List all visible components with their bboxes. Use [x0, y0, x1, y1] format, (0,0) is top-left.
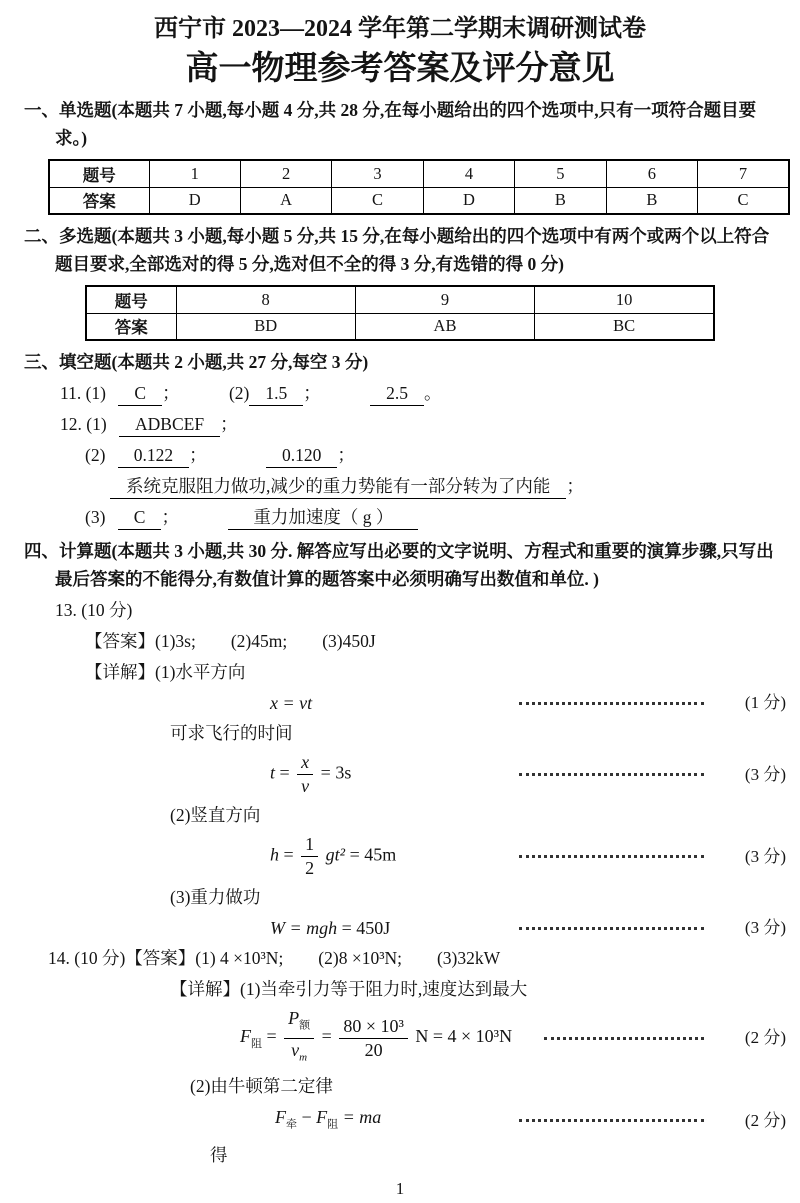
- question-11-answers: [60, 378, 800, 409]
- q13-text-flight-time: 可求飞行的时间: [170, 723, 293, 743]
- var-f-traction: F: [275, 1107, 286, 1128]
- equals-sign: =: [266, 1026, 277, 1047]
- question-14-answer-line: [48, 943, 800, 974]
- single-choice-answer-table: [48, 159, 790, 215]
- table1-q7-answer: C: [698, 187, 789, 214]
- table1-q3-number: 3: [332, 160, 423, 187]
- q12-blank-1: ADBCEF: [119, 412, 220, 437]
- q13-part-3: (3)重力做功: [170, 887, 261, 907]
- section-4-header: 四、计算题(本题共 3 小题,共 30 分. 解答应写出必要的文字说明、方程式和重要的演算步骤,只写出最后答案的不能得分,有数值计算的题答案中必须明确写出数值和单位. ): [24, 541, 774, 589]
- var-f-resistance: F: [240, 1026, 251, 1047]
- term-gt-squared: gt²: [325, 844, 346, 865]
- table1-q2-number: 2: [240, 160, 331, 187]
- formula-resistance: [240, 1007, 512, 1069]
- q11-period: 。: [423, 383, 442, 403]
- table1-q3-answer: C: [332, 187, 423, 214]
- fraction-power-over-speed: [284, 1007, 314, 1069]
- formula-line-height: [0, 831, 800, 882]
- q14-text-obtain: 得: [210, 1144, 228, 1165]
- q12-label-1: 12. (1): [60, 414, 107, 434]
- question-12-line-4: [85, 502, 800, 533]
- table-row: [49, 160, 789, 187]
- result-ma: = ma: [342, 1107, 382, 1128]
- table1-q4-answer: D: [423, 187, 514, 214]
- question-14-number: 14. (10 分): [48, 948, 126, 968]
- dot-leader: [544, 1037, 704, 1040]
- table1-q6-number: 6: [606, 160, 697, 187]
- fraction-denominator: 20: [364, 1039, 383, 1060]
- fraction-numerator: [284, 1007, 314, 1039]
- minus-sign: −: [301, 1107, 312, 1128]
- score-label: (3 分): [744, 764, 786, 784]
- term-w-mgh: W = mgh: [270, 918, 338, 938]
- table2-q10-answer: BC: [535, 313, 714, 340]
- q11-semi-1: ；: [162, 383, 180, 403]
- table1-number-label: 题号: [49, 160, 149, 187]
- subscript-resistance: 阻: [327, 1118, 339, 1131]
- formula-line-time: [0, 749, 800, 800]
- table1-q6-answer: B: [606, 187, 697, 214]
- table2-q9-answer: AB: [355, 313, 534, 340]
- unit-newton: N: [415, 1026, 429, 1047]
- q11-blank-2: 1.5: [249, 381, 303, 406]
- table1-q4-number: 4: [423, 160, 514, 187]
- q12-blank-2a: 0.122: [118, 443, 189, 468]
- q11-blank-1: C: [118, 381, 162, 406]
- equals-sign: =: [321, 1026, 332, 1047]
- q13-part-2: (2)竖直方向: [170, 805, 261, 825]
- table2-number-label: 题号: [86, 286, 176, 313]
- question-12-line-3: [110, 471, 800, 502]
- var-t: t: [270, 762, 276, 783]
- table-row: [86, 313, 714, 340]
- score-label: (3 分): [744, 918, 786, 937]
- table2-q9-number: 9: [355, 286, 534, 313]
- result-3s: = 3s: [320, 762, 352, 783]
- question-13-detail-line: [85, 657, 800, 688]
- dot-leader: [519, 1119, 704, 1122]
- question-13-answer-line: [85, 626, 800, 657]
- formula-line-newton: [0, 1102, 800, 1140]
- subscript-rated: 额: [299, 1019, 311, 1032]
- dot-leader: [519, 702, 704, 705]
- question-12-line-1: [60, 409, 800, 440]
- equals-sign: =: [279, 762, 290, 783]
- fraction-numerator: 80 × 10³: [339, 1015, 408, 1039]
- detail-tag: 【详解】: [170, 979, 240, 999]
- fraction-numerator: x: [297, 751, 313, 775]
- equals-sign: =: [283, 844, 294, 865]
- q12-label-4: (3): [85, 507, 106, 527]
- question-12-line-2: [85, 440, 800, 471]
- table1-q1-number: 1: [149, 160, 240, 187]
- dot-leader: [519, 773, 704, 776]
- fraction-x-over-v: [297, 751, 313, 798]
- fraction-denominator: 2: [305, 858, 315, 878]
- table-row: [49, 187, 789, 214]
- q12-label-2: (2): [85, 445, 106, 465]
- question-13-number: 13. (10 分): [55, 600, 133, 620]
- q14-part-2: (2)由牛顿第二定律: [190, 1076, 333, 1097]
- section-1-header: 一、单选题(本题共 7 小题,每小题 4 分,共 28 分,在每小题给出的四个选项中,只有一项符合题目要求。): [24, 100, 757, 148]
- var-v-max: v: [291, 1039, 300, 1060]
- table1-answer-label: 答案: [49, 187, 149, 214]
- q13-answer-text: (1)3s; (2)45m; (3)450J: [155, 631, 376, 651]
- section-3-header: 三、填空题(本题共 2 小题,共 27 分,每空 3 分): [24, 352, 369, 372]
- q12-blank-3: 系统克服阻力做功,减少的重力势能有一部分转为了内能: [110, 474, 566, 499]
- result-4e3n: = 4 × 10³N: [432, 1026, 513, 1047]
- table1-q1-answer: D: [149, 187, 240, 214]
- formula-height: [270, 833, 396, 880]
- dot-leader: [519, 927, 704, 930]
- table2-q8-answer: BD: [176, 313, 355, 340]
- q12-blank-4b: 重力加速度（ g ）: [228, 505, 418, 530]
- table2-q10-number: 10: [535, 286, 714, 313]
- q14-detail-1: (1)当牵引力等于阻力时,速度达到最大: [240, 979, 528, 999]
- q13-detail-1: (1)水平方向: [155, 662, 246, 682]
- table1-q2-answer: A: [240, 187, 331, 214]
- answer-tag: 【答案】: [125, 948, 196, 968]
- q12-semi-2a: ；: [189, 445, 207, 465]
- formula-work: [270, 913, 390, 943]
- result-450j: = 450J: [341, 918, 391, 938]
- formula-line-work: [0, 913, 800, 943]
- formula-line-x-vt: [0, 688, 800, 718]
- score-label: (2 分): [744, 1028, 786, 1048]
- q12-semi-1: ；: [220, 414, 238, 434]
- dot-leader: [519, 855, 704, 858]
- var-p-rated: P: [288, 1008, 300, 1028]
- formula-x-vt: x = vt: [270, 693, 313, 713]
- var-f-resistance: F: [316, 1107, 328, 1128]
- formula-time: [270, 751, 351, 798]
- fraction-denominator: v: [301, 776, 310, 796]
- page-number: 1: [395, 1178, 405, 1198]
- q11-part2-label: (2): [228, 383, 250, 403]
- score-label: (2 分): [744, 1110, 786, 1130]
- q11-semi-2: ；: [303, 383, 321, 403]
- table2-answer-label: 答案: [86, 313, 176, 340]
- q12-blank-2b: 0.120: [266, 443, 337, 468]
- fraction-numeric: [339, 1015, 408, 1062]
- q11-blank-3: 2.5: [370, 381, 424, 406]
- result-45m: = 45m: [349, 844, 397, 865]
- var-h: h: [270, 844, 279, 865]
- q11-label: 11. (1): [60, 383, 107, 403]
- question-14-detail-line: [170, 974, 800, 1005]
- fraction-denominator: [284, 1039, 314, 1070]
- subscript-resistance: 阻: [251, 1037, 262, 1050]
- fraction-one-half: [301, 833, 318, 880]
- table2-q8-number: 8: [176, 286, 355, 313]
- score-label: (1 分): [744, 693, 786, 712]
- subscript-m: m: [299, 1051, 308, 1064]
- q12-semi-3: ；: [566, 476, 584, 496]
- document-subtitle: 高一物理参考答案及评分意见: [185, 51, 615, 87]
- subscript-traction: 牵: [286, 1118, 297, 1131]
- table1-q5-number: 5: [515, 160, 606, 187]
- fraction-numerator: 1: [301, 833, 318, 857]
- q12-semi-2b: ；: [337, 445, 355, 465]
- detail-tag: 【详解】: [85, 662, 155, 682]
- multi-choice-answer-table: [85, 285, 715, 341]
- table1-q7-number: 7: [698, 160, 789, 187]
- answer-tag: 【答案】: [85, 631, 155, 651]
- q12-semi-4: ；: [161, 507, 179, 527]
- q12-blank-4a: C: [118, 505, 162, 530]
- document-title: 西宁市 2023—2024 学年第二学期末调研测试卷: [154, 16, 646, 42]
- formula-newton-second-law: [275, 1102, 381, 1140]
- q14-answer-text: (1) 4 ×10³N; (2)8 ×10³N; (3)32kW: [195, 948, 501, 968]
- formula-line-resistance: [0, 1005, 800, 1071]
- section-2-header: 二、多选题(本题共 3 小题,每小题 5 分,共 15 分,在每小题给出的四个选项中有两个或两个以上符合题目要求,全部选对的得 5 分,选对但不全的得 3 分,有选错的得 0 分): [24, 226, 770, 274]
- table1-q5-answer: B: [515, 187, 606, 214]
- table-row: [86, 286, 714, 313]
- score-label: (3 分): [744, 846, 786, 866]
